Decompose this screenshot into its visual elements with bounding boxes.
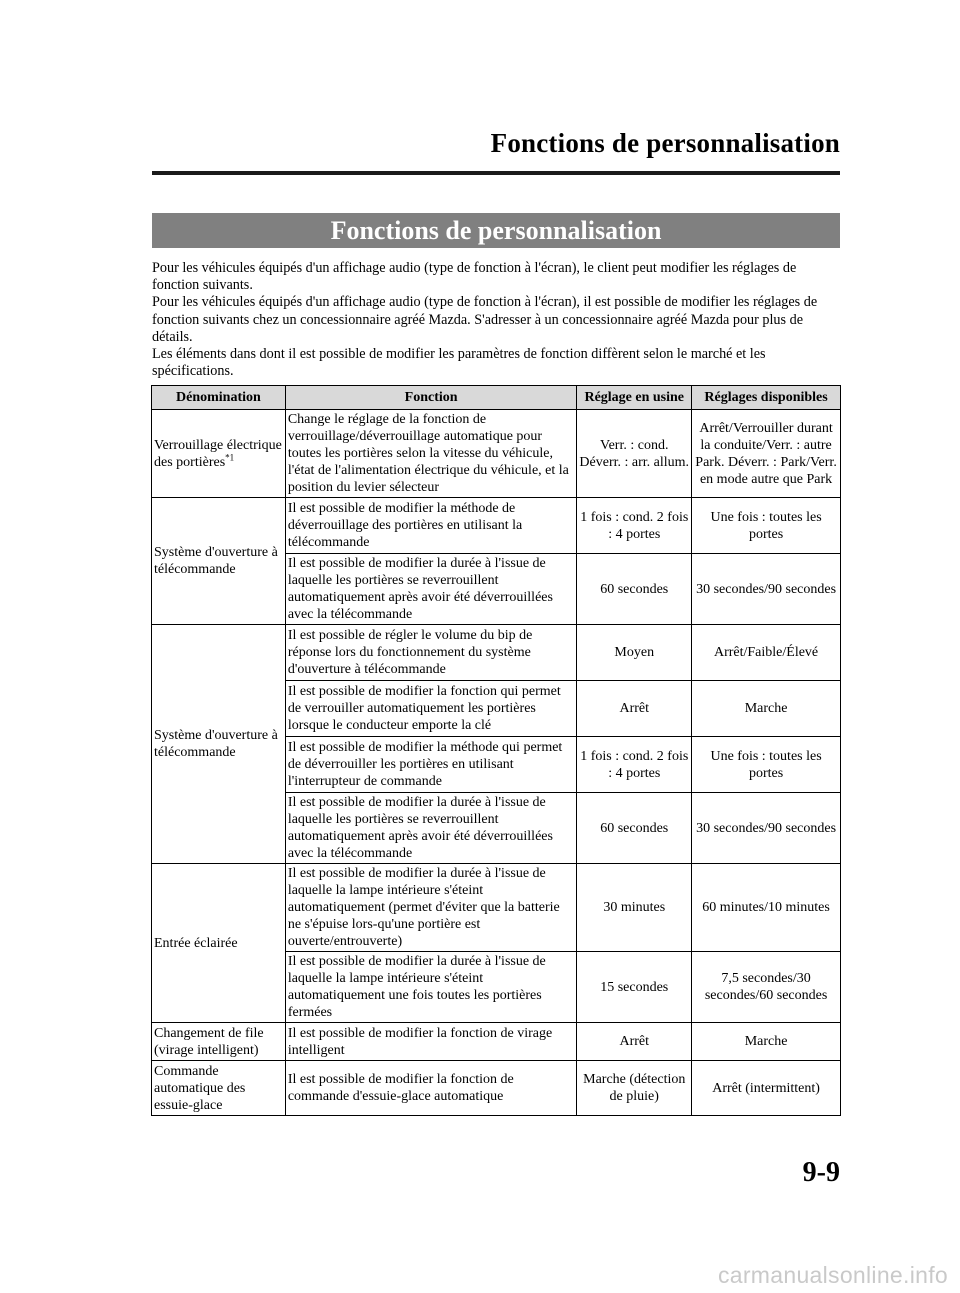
intro-paragraph: Pour les véhicules équipés d'un affichage audio (type de fonction à l'écran), le client peut modifier les réglages de fonction suivants. [152, 260, 797, 294]
row-available-settings: 60 minutes/10 minutes [692, 864, 841, 952]
row-factory-setting: Verr. : cond. Déverr. : arr. allum. [577, 410, 692, 498]
row-factory-setting: Arrêt [577, 681, 692, 737]
row-available-settings: Marche [692, 681, 841, 737]
row-available-settings: 30 secondes/90 secondes [692, 793, 841, 864]
row-name: Système d'ouverture à télécommande [152, 498, 286, 625]
row-function: Il est possible de modifier la durée à l'issue de laquelle les portières se reverrouillent automatiquement après avoir été déverrouillées avec la télécommande [285, 793, 577, 864]
row-factory-setting: Arrêt [577, 1023, 692, 1061]
row-name: Commande automatique des essuie-glace [152, 1061, 286, 1116]
row-function: Il est possible de modifier la fonction de commande d'essuie-glace automatique [285, 1061, 577, 1116]
row-available-settings: 7,5 secondes/30 secondes/60 secondes [692, 952, 841, 1023]
row-factory-setting: Moyen [577, 625, 692, 681]
table-row [152, 625, 841, 681]
row-factory-setting: 1 fois : cond. 2 fois : 4 portes [577, 498, 692, 554]
row-function: Il est possible de modifier la durée à l'issue de laquelle les portières se reverrouillent automatiquement après avoir été déverrouillées avec la télécommande [285, 554, 577, 625]
row-available-settings: Marche [692, 1023, 841, 1061]
row-name: Verrouillage électrique des portières$^{*1}$ [152, 410, 286, 498]
row-available-settings: Une fois : toutes les portes [692, 737, 841, 793]
row-function: Il est possible de modifier la fonction de virage intelligent [285, 1023, 577, 1061]
table-row [152, 1061, 841, 1116]
row-available-settings: Arrêt (intermittent) [692, 1061, 841, 1116]
intro-paragraph: Les éléments dans dont il est possible de modifier les paramètres de fonction diffèrent selon le marché et les spécifications. [152, 346, 766, 380]
row-name: Entrée éclairée [152, 864, 286, 1023]
row-available-settings: Arrêt/Verrouiller durant la conduite/Verr. : autre Park. Déverr. : Park/Verr. en mode autre que Park [692, 410, 841, 498]
section-title: Fonctions de personnalisation [152, 213, 840, 248]
intro-paragraph: Pour les véhicules équipés d'un affichage audio (type de fonction à l'écran), il est possible de modifier les réglages de fonction suivants chez un concessionnaire agréé Mazda. S'adresser à un concessionnaire agréé Mazda pour plus de détails. [152, 294, 818, 345]
watermark: carmanualsonline.info [717, 1262, 948, 1288]
customization-table [151, 385, 841, 1116]
row-function: Il est possible de régler le volume du bip de réponse lors du fonctionnement du système d'ouverture à télécommande [285, 625, 577, 681]
row-function: Il est possible de modifier la méthode qui permet de déverrouiller les portières en utilisant l'interrupteur de commande [285, 737, 577, 793]
row-available-settings: Arrêt/Faible/Élevé [692, 625, 841, 681]
column-header-available: Réglages disponibles [692, 386, 841, 410]
row-factory-setting: 1 fois : cond. 2 fois : 4 portes [577, 737, 692, 793]
row-available-settings: 30 secondes/90 secondes [692, 554, 841, 625]
row-function: Il est possible de modifier la durée à l'issue de laquelle la lampe intérieure s'éteint automatiquement (permet d'éviter que la batterie ne s'épuise lors-qu'une portière est ouverte/entrouverte) [285, 864, 577, 952]
column-header-name: Dénomination [152, 386, 286, 410]
row-factory-setting: 30 minutes [577, 864, 692, 952]
table-row [152, 410, 841, 498]
column-header-function: Fonction [285, 386, 577, 410]
row-factory-setting: Marche (détection de pluie) [577, 1061, 692, 1116]
row-name: Changement de file (virage intelligent) [152, 1023, 286, 1061]
row-function: Il est possible de modifier la fonction qui permet de verrouiller automatiquement les portières lorsque le conducteur emporte la clé [285, 681, 577, 737]
row-factory-setting: 60 secondes [577, 793, 692, 864]
intro-text [152, 260, 842, 380]
row-available-settings: Une fois : toutes les portes [692, 498, 841, 554]
row-function: Il est possible de modifier la durée à l'issue de laquelle la lampe intérieure s'éteint automatiquement une fois toutes les portières fermées [285, 952, 577, 1023]
footnote-marker: *1 [225, 451, 235, 462]
page-header-title: Fonctions de personnalisation [490, 128, 840, 158]
row-name: Système d'ouverture à télécommande [152, 625, 286, 864]
table-header-row [152, 386, 841, 410]
column-header-factory: Réglage en usine [577, 386, 692, 410]
row-function: Il est possible de modifier la méthode de déverrouillage des portières en utilisant la télécommande [285, 498, 577, 554]
table-row [152, 864, 841, 952]
row-factory-setting: 60 secondes [577, 554, 692, 625]
header-divider [152, 171, 840, 175]
row-function: Change le réglage de la fonction de verrouillage/déverrouillage automatique pour toutes les portières selon la vitesse du véhicule, l'état de l'alimentation électrique du véhicule, et la position du levier sélecteur [285, 410, 577, 498]
table-row [152, 498, 841, 554]
row-factory-setting: 15 secondes [577, 952, 692, 1023]
page-number: 9-9 [802, 1157, 840, 1188]
table-row [152, 1023, 841, 1061]
